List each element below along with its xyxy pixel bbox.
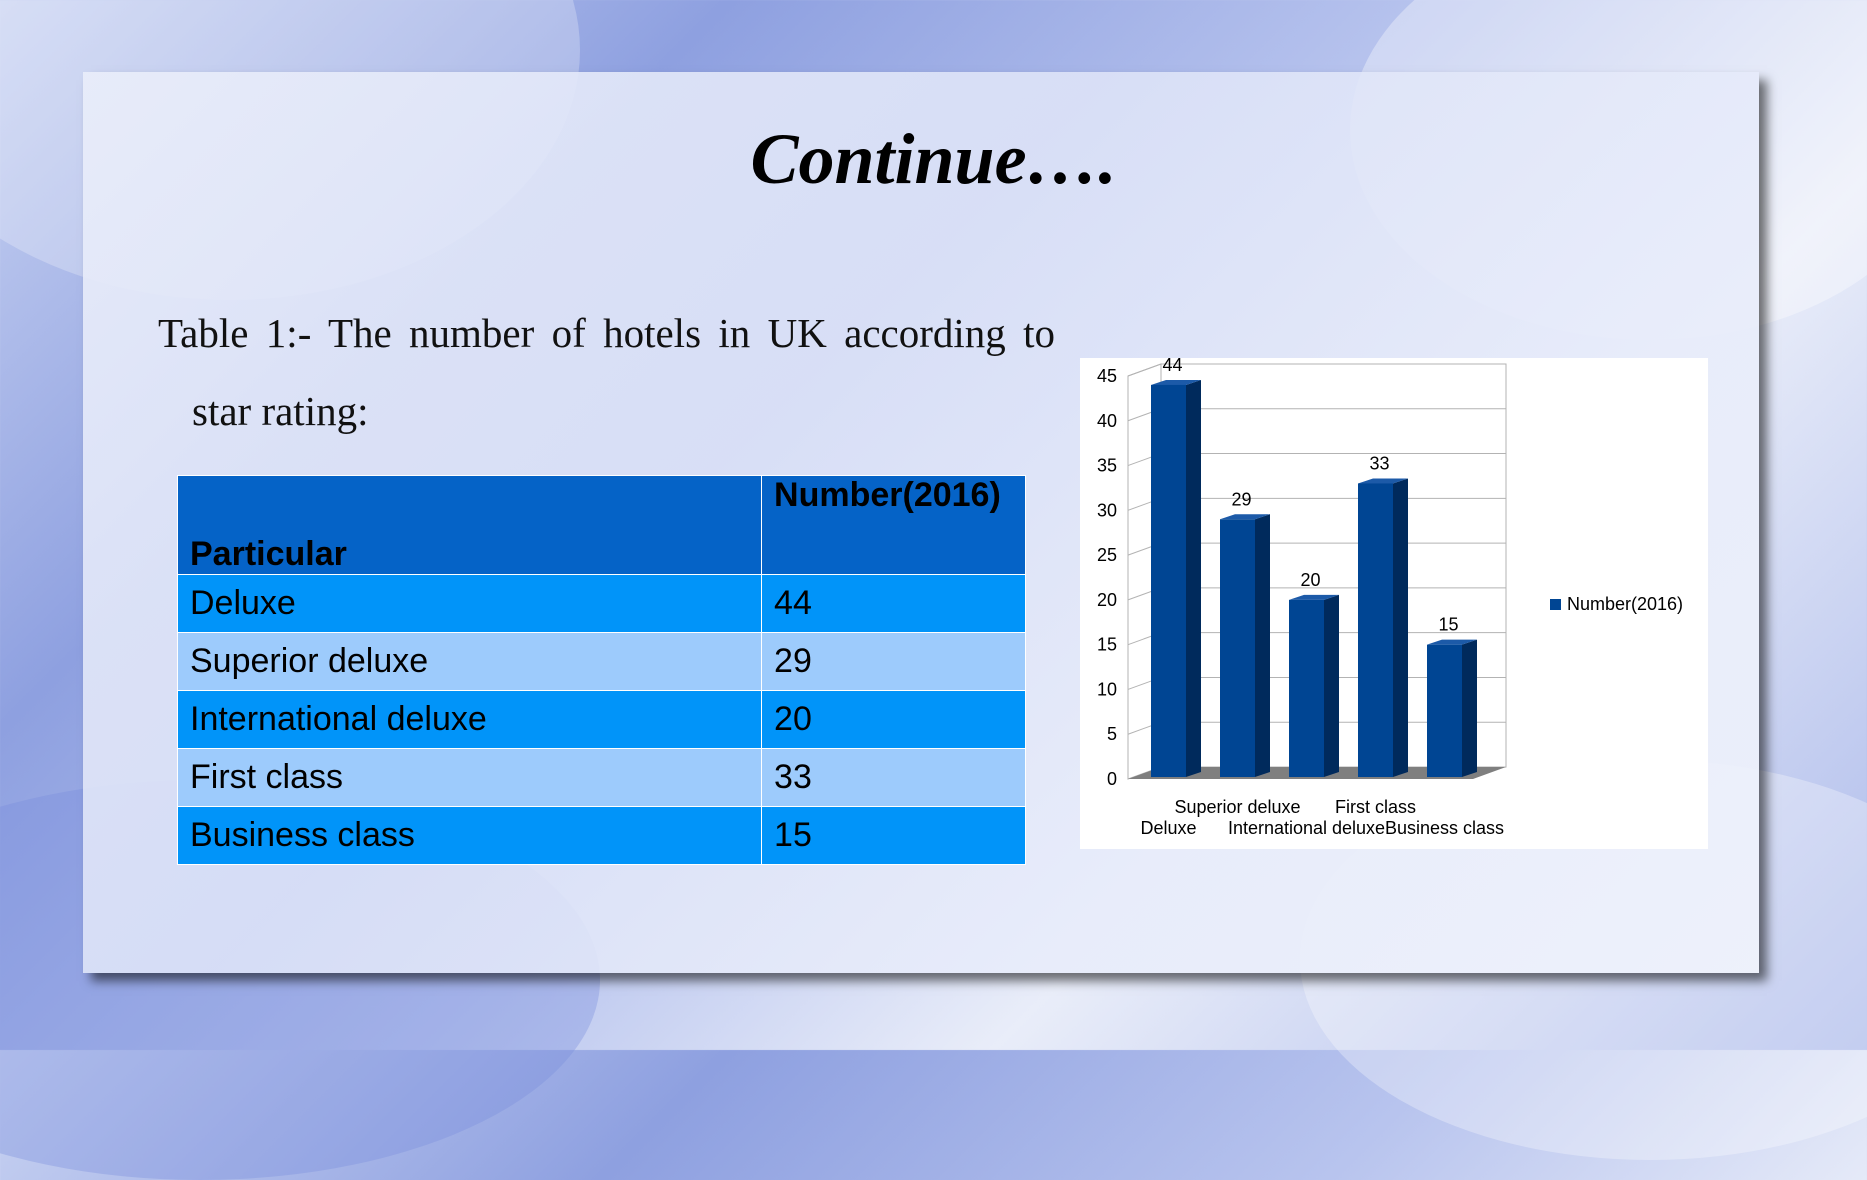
data-label: 20 [1300,569,1321,590]
x-tick-label: First class [1335,797,1416,817]
caption-line-2: star rating: [192,388,369,434]
legend-swatch [1550,599,1561,610]
y-tick-label: 40 [1096,410,1117,431]
data-label: 44 [1162,358,1183,375]
bar [1427,645,1462,777]
y-tick-label: 35 [1096,455,1117,476]
legend-label: Number(2016) [1567,594,1684,614]
data-label: 33 [1369,453,1390,474]
caption-line-1: Table 1:- The number of hotels in UK according to [158,310,1055,356]
bar [1220,519,1255,777]
x-tick-label: Superior deluxe [1174,797,1301,817]
x-tick-label: Business class [1384,818,1505,838]
header-number: Number(2016) [762,476,1026,575]
cell-particular: Business class [178,807,762,865]
y-tick-label: 0 [1106,769,1117,789]
table-row [178,807,1026,865]
bar-chart [1080,358,1708,849]
hotel-table [177,475,1026,865]
cell-number: 20 [762,691,1026,749]
x-tick-label: International deluxe [1227,818,1386,838]
cell-number: 29 [762,633,1026,691]
bar [1151,385,1186,777]
cell-number: 44 [762,575,1026,633]
cell-particular: International deluxe [178,691,762,749]
table-row [178,633,1026,691]
table-caption [158,294,1058,450]
table-row [178,691,1026,749]
y-tick-label: 5 [1106,724,1117,745]
y-tick-label: 45 [1096,366,1117,386]
cell-particular: First class [178,749,762,807]
bar [1358,483,1393,777]
bar-side [1393,478,1408,777]
data-label: 29 [1231,489,1252,510]
y-tick-label: 30 [1096,500,1117,521]
data-label: 15 [1438,614,1459,635]
cell-number: 15 [762,807,1026,865]
cell-particular: Superior deluxe [178,633,762,691]
bar-side [1324,595,1339,777]
cell-particular: Deluxe [178,575,762,633]
table-header-row [178,476,1026,575]
bar-side [1255,514,1270,777]
y-tick-label: 25 [1096,545,1117,566]
bar-side [1186,380,1201,777]
cell-number: 33 [762,749,1026,807]
header-particular: Particular [178,476,762,575]
table-row [178,749,1026,807]
chart-container [1080,358,1708,849]
slide-title: Continue…. [750,119,1117,199]
bar [1289,600,1324,777]
y-tick-label: 20 [1096,589,1117,610]
bar-side [1462,640,1477,777]
y-tick-label: 15 [1096,634,1117,655]
y-tick-label: 10 [1096,679,1117,700]
table-row [178,575,1026,633]
x-tick-label: Deluxe [1140,818,1197,838]
